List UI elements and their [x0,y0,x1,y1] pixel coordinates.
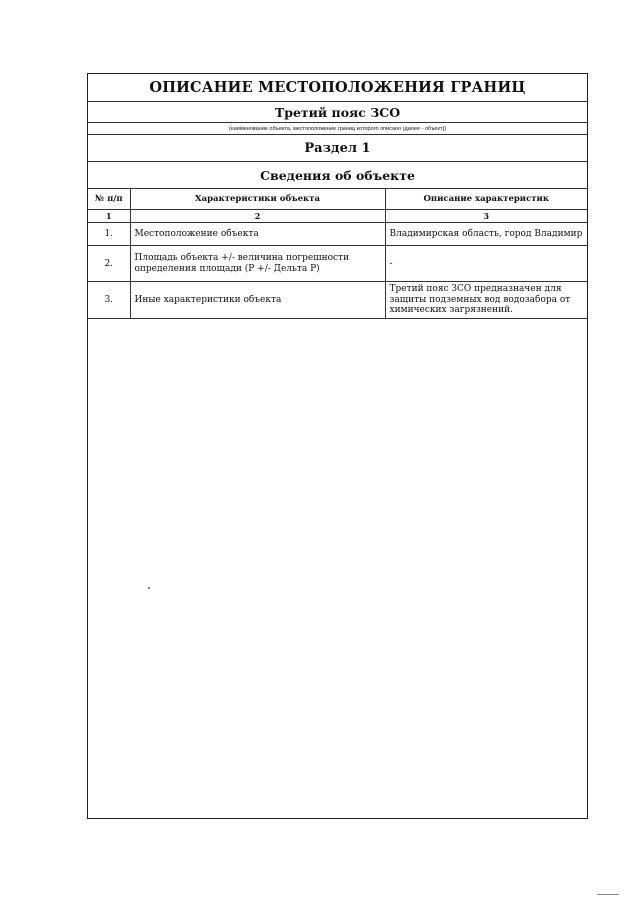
object-name: Третий пояс ЗСО [88,102,587,123]
row-description: - [385,246,587,282]
document-title: ОПИСАНИЕ МЕСТОПОЛОЖЕНИЯ ГРАНИЦ [88,74,587,102]
column-number-1: 1 [88,210,130,223]
table-row [88,223,587,246]
scan-speck [148,587,150,589]
scan-edge-mark [597,894,619,895]
row-number: 3. [88,282,130,319]
row-characteristic: Площадь объекта +/- величина погрешности определения площади (Р +/- Дельта Р) [130,246,385,282]
table-header-row [88,189,587,210]
header-number: № п/п [88,189,130,210]
row-description: Владимирская область, город Владимир [385,223,587,246]
boundary-description-form [87,73,588,819]
column-number-2: 2 [130,210,385,223]
object-characteristics-table [88,189,587,319]
row-number: 1. [88,223,130,246]
row-characteristic: Местоположение объекта [130,223,385,246]
table-row [88,246,587,282]
row-number: 2. [88,246,130,282]
header-characteristic: Характеристики объекта [130,189,385,210]
column-number-3: 3 [385,210,587,223]
column-number-row [88,210,587,223]
section-heading: Раздел 1 [88,135,587,162]
object-name-caption: (наименование объекта, местоположение границ которого описано (далее - объект)) [88,123,587,135]
object-info-heading: Сведения об объекте [88,162,587,189]
row-description: Третий пояс ЗСО предназначен для защиты подземных вод водозабора от химических загрязнений. [385,282,587,319]
row-characteristic: Иные характеристики объекта [130,282,385,319]
table-row [88,282,587,319]
header-description: Описание характеристик [385,189,587,210]
